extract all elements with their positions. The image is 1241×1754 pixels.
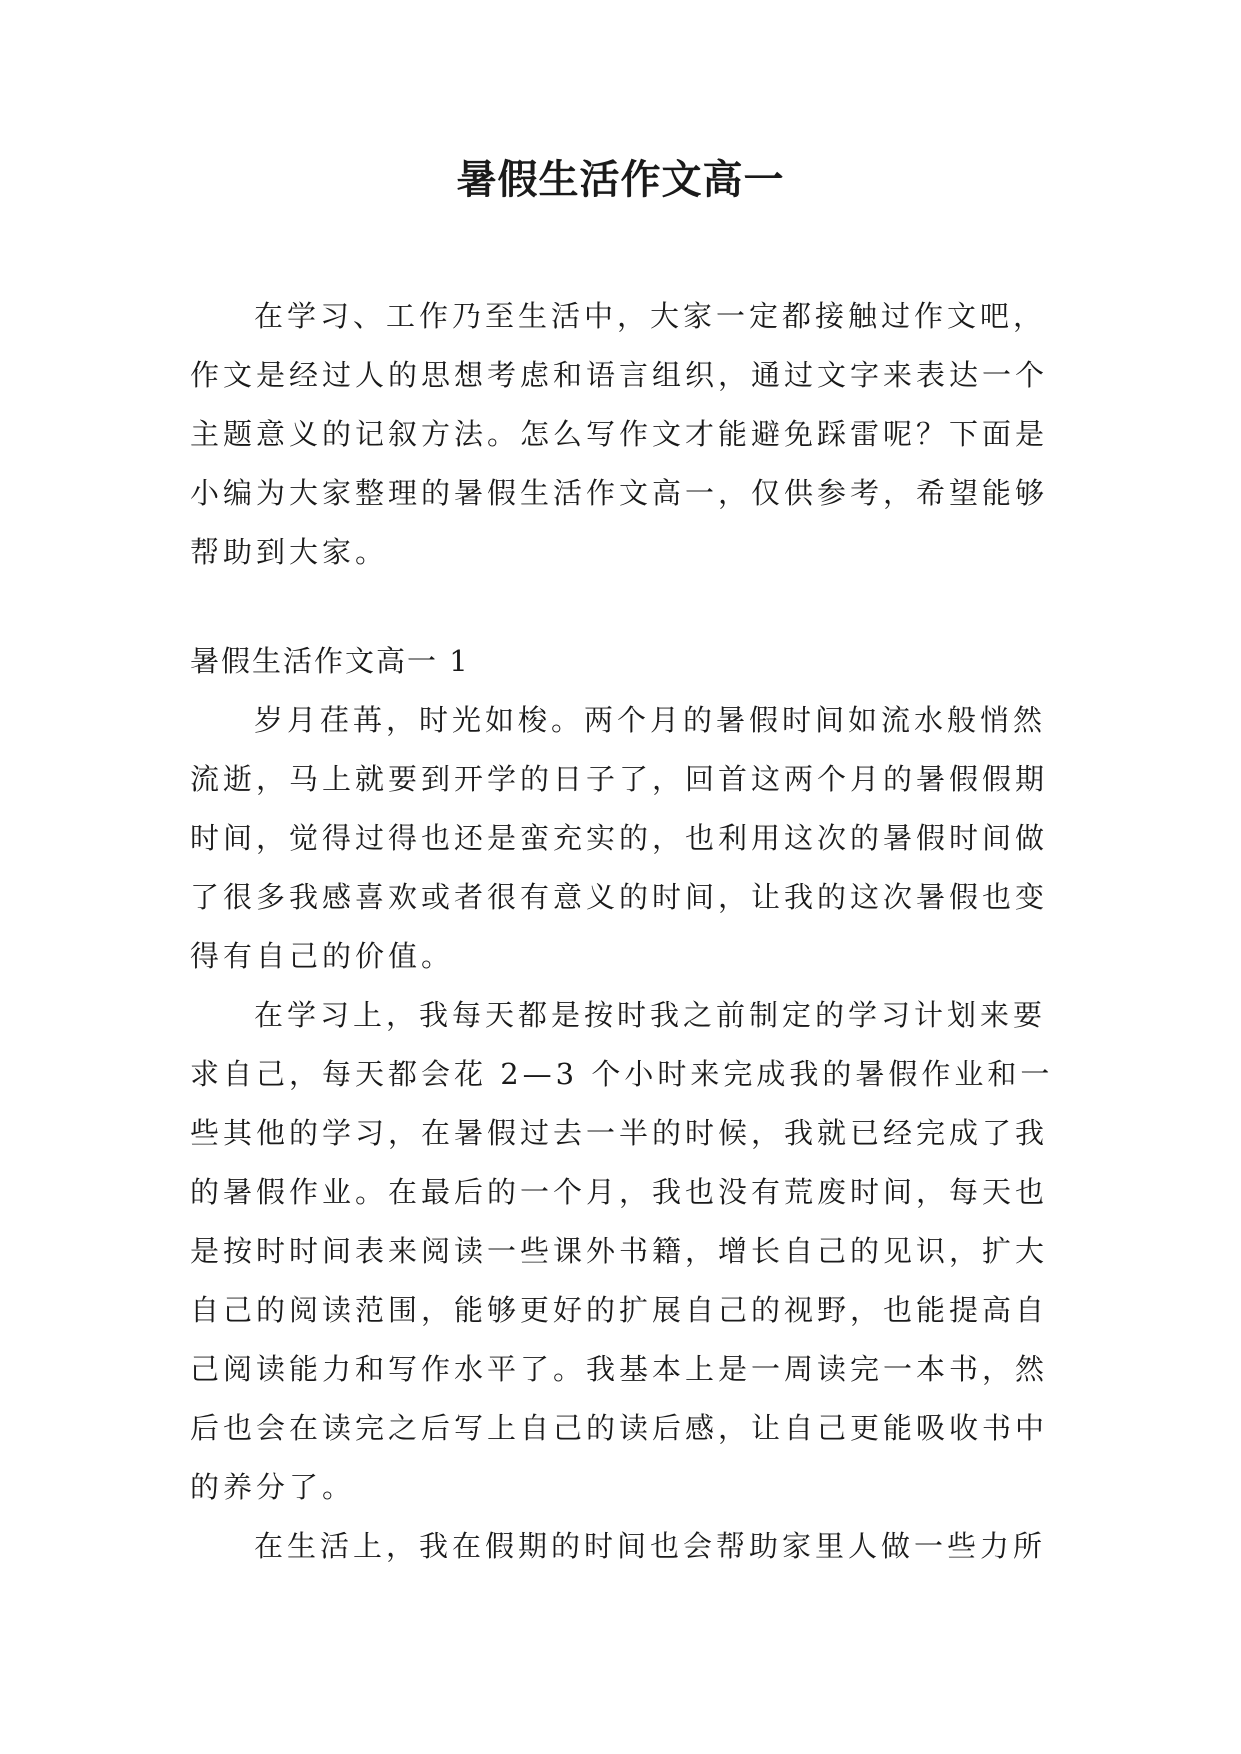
body-paragraph-1: 岁月荏苒，时光如梭。两个月的暑假时间如流水般悄然流逝，马上就要到开学的日子了，回首这两个月的暑假假期时间，觉得过得也还是蛮充实的，也利用这次的暑假时间做了很多我感喜欢或者很有意义的时间，让我的这次暑假也变得有自己的价值。	[190, 703, 1049, 973]
intro-paragraph: 在学习、工作乃至生活中，大家一定都接触过作文吧，作文是经过人的思想考虑和语言组织，通过文字来表达一个主题意义的记叙方法。怎么写作文才能避免踩雷呢？下面是小编为大家整理的暑假生活作文高一，仅供参考，希望能够帮助到大家。	[190, 299, 1049, 569]
body-paragraph-3: 在生活上，我在假期的时间也会帮助家里人做一些力所	[254, 1529, 1047, 1563]
section-body	[190, 691, 1060, 1576]
body-paragraph-2: 在学习上，我每天都是按时我之前制定的学习计划来要求自己，每天都会花 2—3 个小时来完成我的暑假作业和一些其他的学习，在暑假过去一半的时候，我就已经完成了我的暑假作业。在最后的一个月，我也没有荒废时间，每天也是按时时间表来阅读一些课外书籍，增长自己的见识，扩大自己的阅读范围，能够更好的扩展自己的视野，也能提高自己阅读能力和写作水平了。我基本上是一周读完一本书，然后也会在读完之后写上自己的读后感，让自己更能吸收书中的养分了。	[190, 998, 1054, 1504]
document-title: 暑假生活作文高一	[456, 156, 785, 203]
section-heading: 暑假生活作文高一 1	[190, 644, 470, 678]
intro-block	[190, 287, 1060, 582]
